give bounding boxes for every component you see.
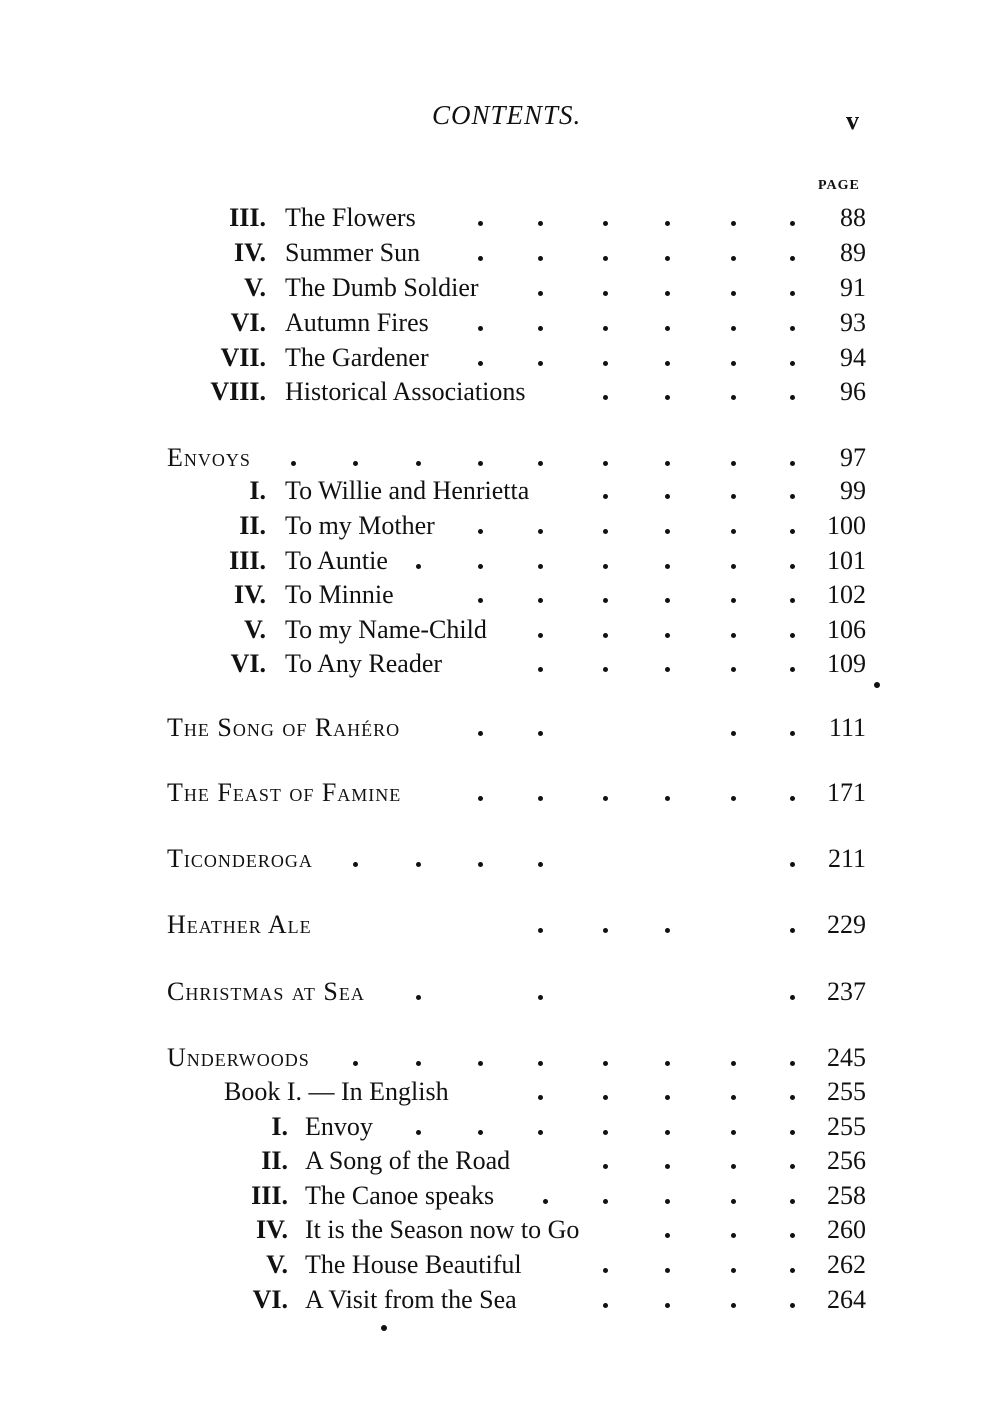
leader-dot bbox=[665, 221, 670, 226]
toc-section-heading[interactable] bbox=[0, 842, 1000, 876]
leader-dot bbox=[665, 361, 670, 366]
leader-dot bbox=[538, 928, 543, 933]
leader-dot bbox=[416, 564, 421, 569]
toc-entry[interactable] bbox=[0, 1283, 1000, 1317]
entry-page: 109 bbox=[827, 649, 866, 678]
entry-number: II. bbox=[239, 511, 266, 540]
leader-dot bbox=[603, 1303, 608, 1308]
leader-dot bbox=[603, 928, 608, 933]
entry-number: III. bbox=[251, 1181, 288, 1210]
entry-page: 101 bbox=[827, 546, 866, 575]
leader-dot bbox=[603, 1164, 608, 1169]
folio-page-number: v bbox=[846, 106, 859, 135]
leader-dot bbox=[790, 1164, 795, 1169]
toc-entry[interactable] bbox=[0, 647, 1000, 681]
print-speck bbox=[874, 682, 880, 688]
leader-dot bbox=[603, 598, 608, 603]
book-title: Book I. — In English bbox=[224, 1077, 449, 1106]
leader-dot bbox=[538, 995, 543, 1000]
leader-dot bbox=[790, 796, 795, 801]
entry-page: 260 bbox=[827, 1215, 866, 1244]
leader-dot bbox=[538, 1130, 543, 1135]
toc-section-heading[interactable] bbox=[0, 441, 1000, 475]
entry-page: 106 bbox=[827, 615, 866, 644]
leader-dot bbox=[538, 564, 543, 569]
leader-dot bbox=[731, 1268, 736, 1273]
leader-dot bbox=[790, 731, 795, 736]
leader-dot bbox=[603, 395, 608, 400]
leader-dot bbox=[665, 1095, 670, 1100]
leader-dot bbox=[538, 256, 543, 261]
entry-number: II. bbox=[261, 1146, 288, 1175]
leader-dot bbox=[731, 633, 736, 638]
leader-dot bbox=[790, 221, 795, 226]
toc-section-heading[interactable] bbox=[0, 711, 1000, 745]
entry-page: 102 bbox=[827, 580, 866, 609]
leader-dot bbox=[665, 395, 670, 400]
entry-number: VI. bbox=[252, 1285, 288, 1314]
entry-title: It is the Season now to Go bbox=[305, 1215, 580, 1244]
leader-dot bbox=[790, 461, 795, 466]
entry-number: VIII. bbox=[210, 377, 266, 406]
leader-dot bbox=[731, 221, 736, 226]
entry-number: I. bbox=[271, 1112, 288, 1141]
book-page: 255 bbox=[827, 1077, 866, 1106]
section-title: The Song of Rahéro bbox=[167, 713, 401, 742]
toc-section-heading[interactable] bbox=[0, 1041, 1000, 1075]
leader-dot bbox=[731, 1233, 736, 1238]
leader-dot bbox=[731, 1130, 736, 1135]
section-title: Ticonderoga bbox=[167, 844, 313, 873]
leader-dot bbox=[790, 1233, 795, 1238]
entry-page: 96 bbox=[840, 377, 866, 406]
leader-dot bbox=[731, 1303, 736, 1308]
entry-title: The Canoe speaks bbox=[305, 1181, 495, 1210]
leader-dot bbox=[603, 326, 608, 331]
entry-page: 255 bbox=[827, 1112, 866, 1141]
entry-page: 256 bbox=[827, 1146, 866, 1175]
leader-dot bbox=[538, 291, 543, 296]
entry-page: 93 bbox=[840, 308, 866, 337]
toc-entry[interactable] bbox=[0, 1248, 1000, 1282]
toc-entry[interactable] bbox=[0, 1110, 1000, 1144]
leader-dot bbox=[538, 667, 543, 672]
leader-dot bbox=[478, 731, 483, 736]
section-page: 171 bbox=[827, 778, 866, 807]
leader-dot bbox=[790, 291, 795, 296]
entry-title: The Dumb Soldier bbox=[285, 273, 479, 302]
entry-number: V. bbox=[244, 273, 266, 302]
leader-dot bbox=[665, 1164, 670, 1169]
leader-dot bbox=[603, 1268, 608, 1273]
leader-dot bbox=[538, 326, 543, 331]
entry-title: To my Name-Child bbox=[285, 615, 487, 644]
section-page: 211 bbox=[827, 844, 866, 873]
leader-dot bbox=[478, 1061, 483, 1066]
leader-dot bbox=[353, 1061, 358, 1066]
entry-page: 264 bbox=[827, 1285, 866, 1314]
leader-dot bbox=[790, 667, 795, 672]
leader-dot bbox=[478, 256, 483, 261]
leader-dot bbox=[731, 731, 736, 736]
leader-dot bbox=[538, 361, 543, 366]
leader-dot bbox=[665, 1130, 670, 1135]
leader-dot bbox=[665, 928, 670, 933]
toc-entry[interactable] bbox=[0, 509, 1000, 543]
entry-title: The Flowers bbox=[285, 203, 416, 232]
toc-entry[interactable] bbox=[0, 1144, 1000, 1178]
leader-dot bbox=[731, 1061, 736, 1066]
toc-entry[interactable] bbox=[0, 236, 1000, 270]
leader-dot bbox=[665, 796, 670, 801]
leader-dot bbox=[665, 256, 670, 261]
section-page: 245 bbox=[827, 1043, 866, 1072]
leader-dot bbox=[790, 361, 795, 366]
leader-dot bbox=[665, 1268, 670, 1273]
leader-dot bbox=[416, 461, 421, 466]
leader-dot bbox=[416, 862, 421, 867]
leader-dot bbox=[790, 862, 795, 867]
leader-dot bbox=[731, 1095, 736, 1100]
leader-dot bbox=[790, 1268, 795, 1273]
leader-dot bbox=[790, 1061, 795, 1066]
section-page: 97 bbox=[840, 443, 866, 472]
entry-number: IV. bbox=[233, 238, 266, 267]
leader-dot bbox=[603, 1130, 608, 1135]
entry-title: The Gardener bbox=[285, 343, 429, 372]
entry-title: The House Beautiful bbox=[305, 1250, 522, 1279]
leader-dot bbox=[478, 1130, 483, 1135]
entry-title: To Auntie bbox=[285, 546, 388, 575]
leader-dot bbox=[478, 598, 483, 603]
section-page: 111 bbox=[828, 713, 866, 742]
entry-page: 99 bbox=[840, 476, 866, 505]
leader-dot bbox=[353, 461, 358, 466]
leader-dot bbox=[790, 494, 795, 499]
leader-dot bbox=[291, 461, 296, 466]
leader-dot bbox=[603, 1061, 608, 1066]
leader-dot bbox=[603, 633, 608, 638]
entry-page: 94 bbox=[840, 343, 866, 372]
leader-dot bbox=[538, 221, 543, 226]
leader-dot bbox=[538, 529, 543, 534]
leader-dot bbox=[665, 529, 670, 534]
entry-page: 258 bbox=[827, 1181, 866, 1210]
section-page: 237 bbox=[827, 977, 866, 1006]
leader-dot bbox=[603, 796, 608, 801]
toc-entry[interactable] bbox=[0, 1179, 1000, 1213]
leader-dot bbox=[665, 326, 670, 331]
entry-page: 89 bbox=[840, 238, 866, 267]
leader-dot bbox=[478, 862, 483, 867]
leader-dot bbox=[665, 564, 670, 569]
leader-dot bbox=[603, 529, 608, 534]
leader-dot bbox=[603, 1199, 608, 1204]
leader-dot bbox=[790, 1303, 795, 1308]
leader-dot bbox=[603, 1095, 608, 1100]
leader-dot bbox=[790, 1130, 795, 1135]
leader-dot bbox=[731, 395, 736, 400]
leader-dot bbox=[538, 731, 543, 736]
leader-dot bbox=[731, 291, 736, 296]
leader-dot bbox=[665, 598, 670, 603]
leader-dot bbox=[731, 1199, 736, 1204]
leader-dot bbox=[538, 1095, 543, 1100]
entry-page: 88 bbox=[840, 203, 866, 232]
running-title: CONTENTS. bbox=[432, 100, 582, 130]
leader-dot bbox=[665, 1303, 670, 1308]
leader-dot bbox=[665, 461, 670, 466]
leader-dot bbox=[731, 1164, 736, 1169]
leader-dot bbox=[790, 633, 795, 638]
entry-title: Historical Associations bbox=[285, 377, 526, 406]
leader-dot bbox=[603, 221, 608, 226]
entry-number: VI. bbox=[230, 649, 266, 678]
entry-title: To my Mother bbox=[285, 511, 435, 540]
leader-dot bbox=[731, 667, 736, 672]
entry-number: III. bbox=[229, 546, 266, 575]
leader-dot bbox=[790, 256, 795, 261]
entry-number: V. bbox=[244, 615, 266, 644]
leader-dot bbox=[416, 1130, 421, 1135]
toc-entry[interactable] bbox=[0, 474, 1000, 508]
leader-dot bbox=[543, 1199, 548, 1204]
toc-section-heading[interactable] bbox=[0, 776, 1000, 810]
section-title: Christmas at Sea bbox=[167, 977, 365, 1006]
entry-number: V. bbox=[266, 1250, 288, 1279]
leader-dot bbox=[790, 1199, 795, 1204]
leader-dot bbox=[790, 564, 795, 569]
leader-dot bbox=[538, 633, 543, 638]
leader-dot bbox=[478, 221, 483, 226]
toc-book-entry[interactable] bbox=[0, 1075, 1000, 1109]
entry-number: VII. bbox=[220, 343, 266, 372]
print-speck bbox=[381, 1325, 387, 1331]
entry-number: I. bbox=[249, 476, 266, 505]
leader-dot bbox=[478, 564, 483, 569]
entry-title: A Song of the Road bbox=[305, 1146, 511, 1175]
leader-dot bbox=[416, 995, 421, 1000]
entry-title: A Visit from the Sea bbox=[305, 1285, 517, 1314]
toc-entry[interactable] bbox=[0, 544, 1000, 578]
leader-dot bbox=[416, 1061, 421, 1066]
leader-dot bbox=[478, 529, 483, 534]
section-title: Envoys bbox=[167, 443, 251, 472]
entry-number: IV. bbox=[233, 580, 266, 609]
leader-dot bbox=[353, 862, 358, 867]
leader-dot bbox=[731, 564, 736, 569]
toc-entry[interactable] bbox=[0, 613, 1000, 647]
section-title: Heather Ale bbox=[167, 910, 312, 939]
leader-dot bbox=[731, 796, 736, 801]
entry-title: Summer Sun bbox=[285, 238, 421, 267]
leader-dot bbox=[665, 291, 670, 296]
entry-page: 91 bbox=[840, 273, 866, 302]
page-column-label: PAGE bbox=[818, 178, 860, 193]
entry-title: Autumn Fires bbox=[285, 308, 429, 337]
leader-dot bbox=[731, 361, 736, 366]
leader-dot bbox=[603, 461, 608, 466]
leader-dot bbox=[665, 1233, 670, 1238]
leader-dot bbox=[731, 494, 736, 499]
leader-dot bbox=[478, 796, 483, 801]
leader-dot bbox=[538, 796, 543, 801]
entry-title: Envoy bbox=[305, 1112, 373, 1141]
leader-dot bbox=[790, 928, 795, 933]
leader-dot bbox=[603, 256, 608, 261]
leader-dot bbox=[665, 633, 670, 638]
leader-dot bbox=[665, 494, 670, 499]
leader-dot bbox=[538, 461, 543, 466]
leader-dot bbox=[790, 529, 795, 534]
entry-page: 100 bbox=[827, 511, 866, 540]
leader-dot bbox=[538, 1061, 543, 1066]
leader-dot bbox=[478, 326, 483, 331]
leader-dot bbox=[665, 1061, 670, 1066]
leader-dot bbox=[478, 461, 483, 466]
leader-dot bbox=[665, 667, 670, 672]
leader-dot bbox=[478, 361, 483, 366]
leader-dot bbox=[790, 598, 795, 603]
toc-entry[interactable] bbox=[0, 341, 1000, 375]
leader-dot bbox=[790, 995, 795, 1000]
entry-number: VI. bbox=[230, 308, 266, 337]
leader-dot bbox=[603, 291, 608, 296]
leader-dot bbox=[538, 862, 543, 867]
leader-dot bbox=[731, 529, 736, 534]
leader-dot bbox=[538, 598, 543, 603]
leader-dot bbox=[603, 361, 608, 366]
toc-entry[interactable] bbox=[0, 306, 1000, 340]
leader-dot bbox=[603, 667, 608, 672]
leader-dot bbox=[790, 1095, 795, 1100]
toc-entry[interactable] bbox=[0, 375, 1000, 409]
section-page: 229 bbox=[827, 910, 866, 939]
toc-entry[interactable] bbox=[0, 271, 1000, 305]
section-title: Underwoods bbox=[167, 1043, 310, 1072]
entry-number: III. bbox=[229, 203, 266, 232]
toc-section-heading[interactable] bbox=[0, 908, 1000, 942]
leader-dot bbox=[665, 1199, 670, 1204]
entry-number: IV. bbox=[255, 1215, 288, 1244]
leader-dot bbox=[731, 598, 736, 603]
leader-dot bbox=[790, 395, 795, 400]
leader-dot bbox=[603, 564, 608, 569]
leader-dot bbox=[731, 326, 736, 331]
leader-dot bbox=[731, 256, 736, 261]
toc-entry[interactable] bbox=[0, 201, 1000, 235]
entry-title: To Any Reader bbox=[285, 649, 443, 678]
section-title: The Feast of Famine bbox=[167, 778, 402, 807]
toc-entry[interactable] bbox=[0, 578, 1000, 612]
entry-page: 262 bbox=[827, 1250, 866, 1279]
leader-dot bbox=[603, 494, 608, 499]
toc-entry[interactable] bbox=[0, 1213, 1000, 1247]
leader-dot bbox=[731, 461, 736, 466]
toc-section-heading[interactable] bbox=[0, 975, 1000, 1009]
leader-dot bbox=[790, 326, 795, 331]
entry-title: To Willie and Henrietta bbox=[285, 476, 530, 505]
entry-title: To Minnie bbox=[285, 580, 394, 609]
